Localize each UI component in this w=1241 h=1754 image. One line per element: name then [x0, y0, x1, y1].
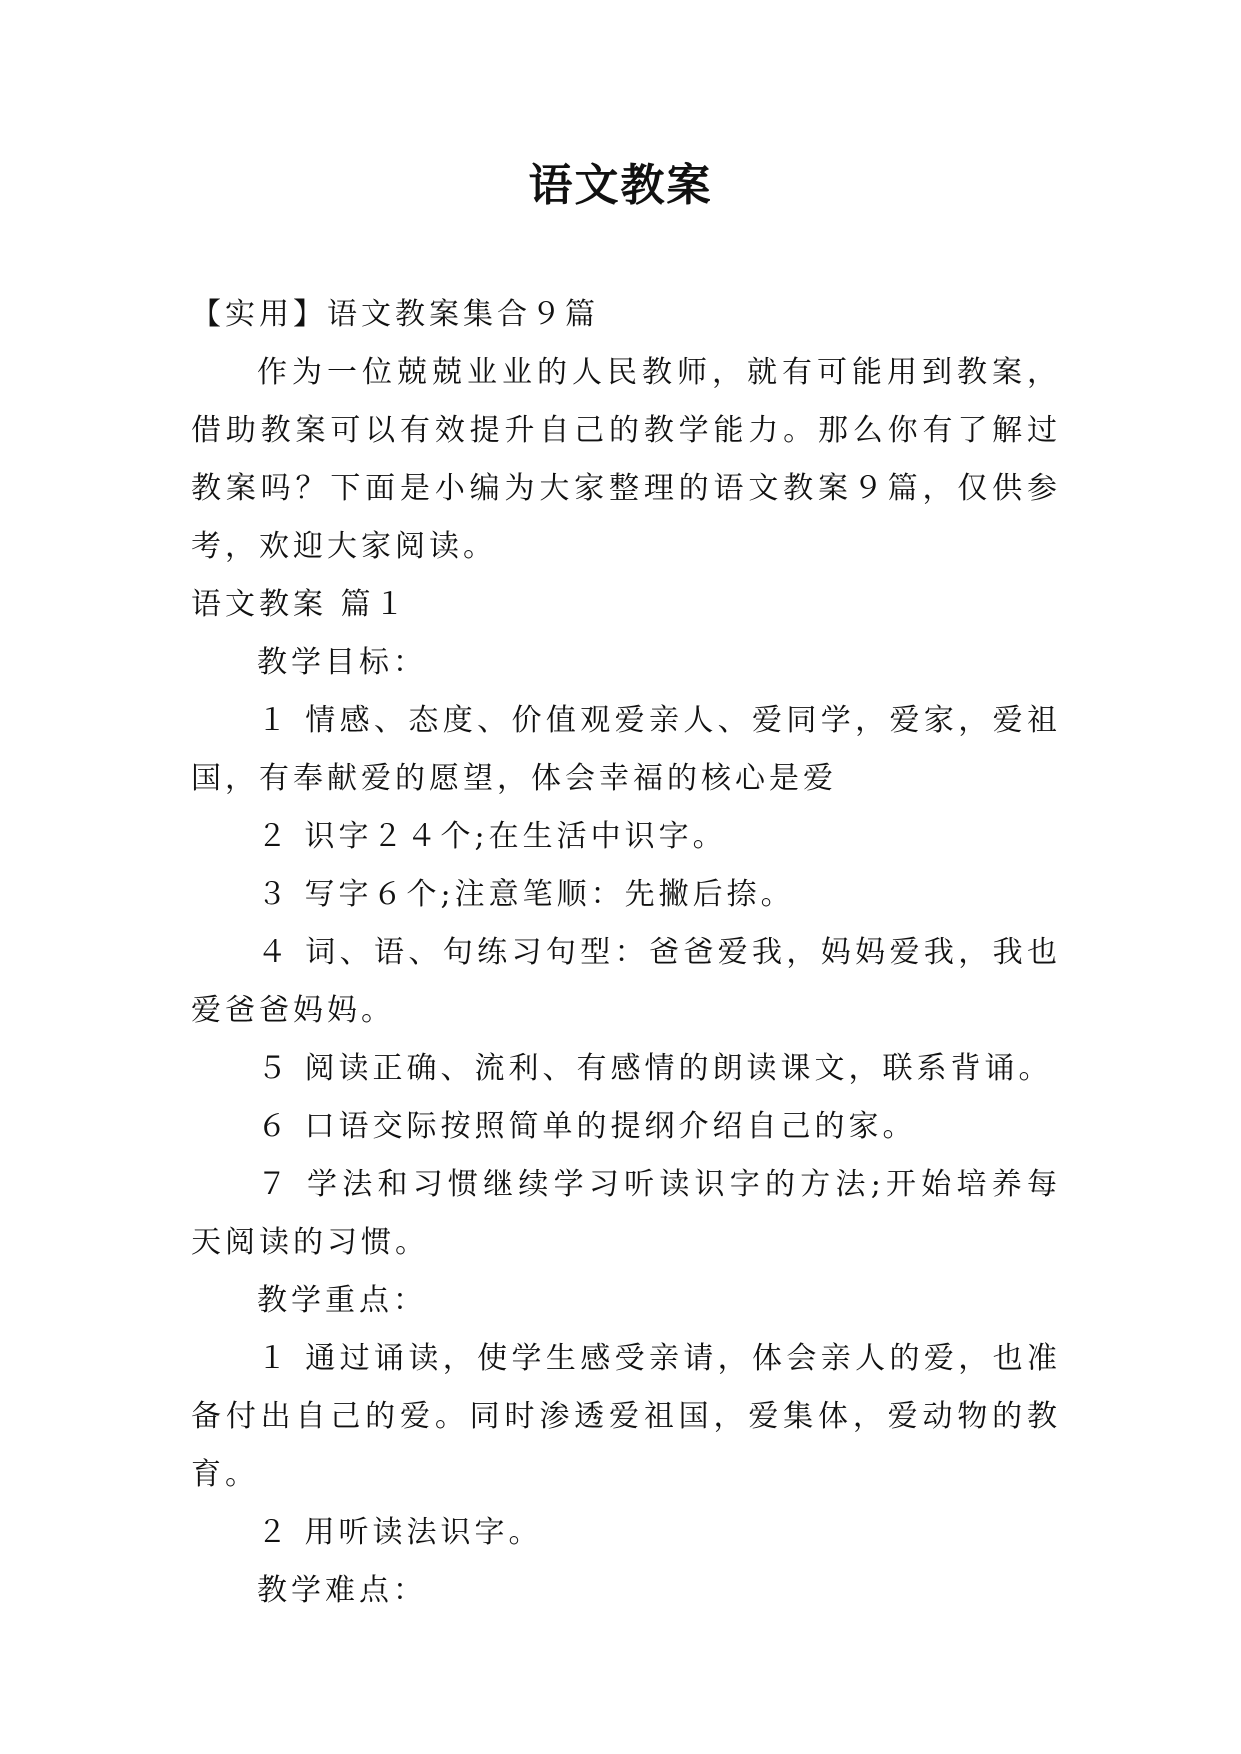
goal-item: ６ 口语交际按照简单的提纲介绍自己的家。 — [257, 1109, 917, 1144]
focus-item: １ 通过诵读，使学生感受亲请，体会亲人的爱，也准备付出自己的爱。同时渗透爱祖国，爱集体，爱动物的教育。 — [191, 1341, 1061, 1492]
teaching-focus-heading: 教学重点： — [257, 1283, 427, 1318]
goal-item: ７ 学法和习惯继续学习听读识字的方法;开始培养每天阅读的习惯。 — [191, 1167, 1061, 1260]
goal-item: ３ 写字６个;注意笔顺：先撇后捺。 — [257, 877, 795, 912]
section-heading: 语文教案 篇１ — [191, 587, 409, 622]
document-title: 语文教案 — [528, 160, 713, 211]
goal-item: ２ 识字２４个;在生活中识字。 — [257, 819, 727, 854]
intro-paragraph: 作为一位兢兢业业的人民教师，就有可能用到教案，借助教案可以有效提升自己的教学能力。那么你有了解过教案吗？下面是小编为大家整理的语文教案９篇，仅供参考，欢迎大家阅读。 — [191, 355, 1061, 564]
document-body — [191, 286, 1061, 1620]
teaching-difficulty-heading: 教学难点： — [257, 1573, 427, 1608]
teaching-goals-heading: 教学目标： — [257, 645, 427, 680]
goal-item: ５ 阅读正确、流利、有感情的朗读课文，联系背诵。 — [257, 1051, 1053, 1086]
document-subtitle: 【实用】语文教案集合９篇 — [191, 297, 599, 332]
focus-item: ２ 用听读法识字。 — [257, 1515, 543, 1550]
goal-item: １ 情感、态度、价值观爱亲人、爱同学，爱家，爱祖国，有奉献爱的愿望，体会幸福的核心是爱 — [191, 703, 1061, 796]
goal-item: ４ 词、语、句练习句型：爸爸爱我，妈妈爱我，我也爱爸爸妈妈。 — [191, 935, 1061, 1028]
